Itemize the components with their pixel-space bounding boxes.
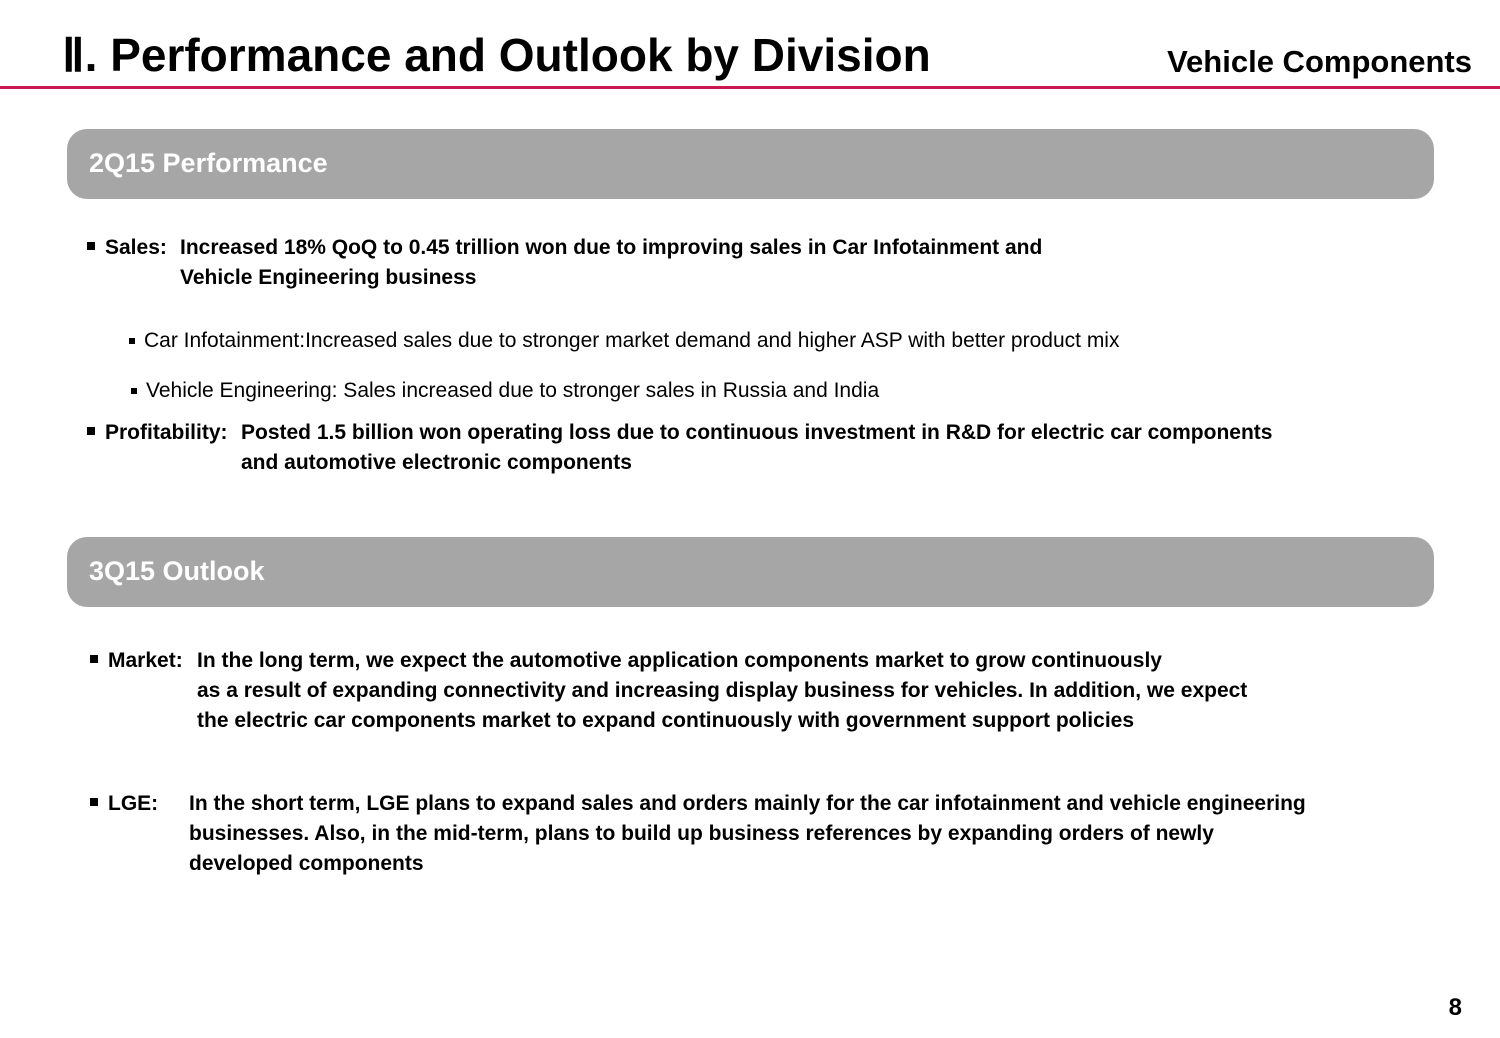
lge-label: LGE: (108, 792, 159, 815)
square-bullet-icon (131, 388, 137, 394)
sales-text-line1: Increased 18% QoQ to 0.45 trillion won due to improving sales in Car Infotainment and (180, 236, 1043, 259)
car-infotainment-text: Car Infotainment:Increased sales due to stronger market demand and higher ASP with better product mix (144, 329, 1120, 352)
market-text-line1: In the long term, we expect the automotive application components market to grow continuously (197, 649, 1162, 672)
square-bullet-icon (87, 427, 95, 435)
square-bullet-icon (87, 242, 95, 250)
lge-text-line3: developed components (189, 852, 424, 875)
sales-text-line2: Vehicle Engineering business (180, 266, 477, 289)
lge-text-line1: In the short term, LGE plans to expand sales and orders mainly for the car infotainment and vehicle engineering (189, 792, 1306, 815)
square-bullet-icon (90, 798, 98, 806)
sales-label: Sales: (105, 236, 167, 259)
lge-text-line2: businesses. Also, in the mid-term, plans to build up business references by expanding orders of newly (189, 822, 1214, 845)
lge-item (90, 789, 1440, 879)
outlook-section-title: 3Q15 Outlook (89, 556, 265, 586)
vehicle-engineering-text: Vehicle Engineering: Sales increased due to stronger sales in Russia and India (146, 379, 880, 402)
division-name: Vehicle Components (1167, 44, 1472, 79)
profitability-text-line1: Posted 1.5 billion won operating loss due to continuous investment in R&D for electric car components (241, 421, 1273, 444)
sales-item (87, 233, 1387, 293)
market-item (90, 646, 1390, 736)
title-divider (0, 86, 1500, 89)
profitability-label: Profitability: (105, 421, 228, 444)
square-bullet-icon (90, 655, 98, 663)
outlook-section-header (67, 537, 1434, 607)
market-text-line2: as a result of expanding connectivity and increasing display business for vehicles. In addition, we expect (197, 679, 1248, 702)
car-infotainment-item (129, 326, 1120, 356)
square-bullet-icon (129, 338, 135, 344)
market-text-line3: the electric car components market to expand continuously with government support policies (197, 709, 1135, 732)
vehicle-engineering-item (131, 376, 880, 406)
profitability-item (87, 418, 1437, 478)
performance-section-header (67, 129, 1434, 199)
page-number: 8 (1448, 994, 1462, 1021)
profitability-text-line2: and automotive electronic components (241, 451, 632, 474)
page-title: Ⅱ. Performance and Outlook by Division (62, 29, 931, 81)
performance-section-title: 2Q15 Performance (89, 148, 328, 178)
market-label: Market: (108, 649, 183, 672)
